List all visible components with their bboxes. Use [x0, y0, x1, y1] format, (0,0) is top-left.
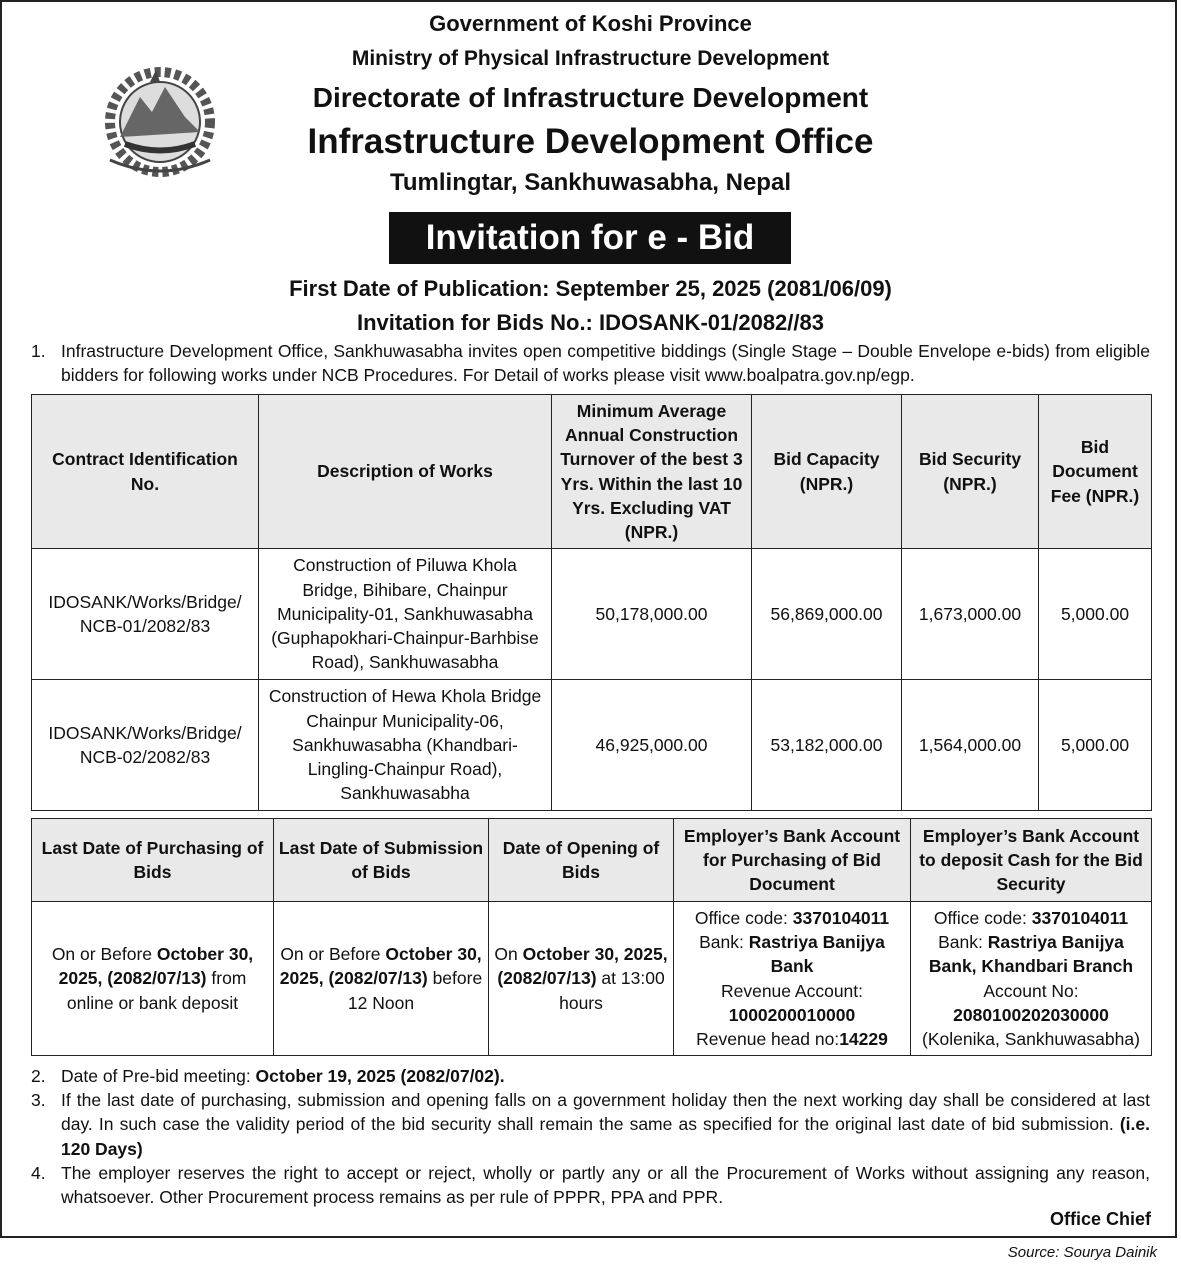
capacity-value: 56,869,000.00: [752, 549, 902, 680]
col-document-fee: Bid Document Fee (NPR.): [1039, 395, 1152, 549]
dates-header-row: [32, 819, 1152, 902]
note-number: 4.: [31, 1163, 46, 1183]
intro-number: 1.: [31, 341, 46, 361]
note-number: 3.: [31, 1090, 46, 1110]
turnover-value: 50,178,000.00: [552, 549, 752, 680]
table-row: [32, 902, 1152, 1056]
office-name: Infrastructure Development Office: [307, 122, 874, 161]
dates-table: [31, 818, 1152, 1056]
works-table: [31, 394, 1152, 811]
intro-paragraph: Infrastructure Development Office, Sankhuwasabha invites open competitive biddings (Single Stage – Double Envelope e-bids) from eligible bidders for following works under NCB Procedures. For Detail of works please visit www.boalpatra.gov.np/egp.: [61, 341, 1150, 386]
work-description: Construction of Hewa Khola Bridge Chainpur Municipality-06, Sankhuwasabha (Khandbari-Lingling-Chainpur Road), Sankhuwasabha: [259, 680, 552, 811]
notice-title: Invitation for e - Bid: [389, 212, 791, 264]
office-address: Tumlingtar, Sankhuwasabha, Nepal: [390, 169, 791, 196]
contract-id: IDOSANK/Works/Bridge/ NCB-02/2082/83: [32, 680, 259, 811]
work-description: Construction of Piluwa Khola Bridge, Bihibare, Chainpur Municipality-01, Sankhuwasabha (Guphapokhari-Chainpur-Barhbise Road), Sankhuwasabha: [259, 549, 552, 680]
note-holiday: If the last date of purchasing, submission and opening falls on a government holiday then the next working day shall be considered at last day. In such case the validity period of the bid security shall remain the same as specified for the original last date of bid submission. (i.e. 120 Days): [61, 1090, 1150, 1159]
ministry-name: Ministry of Physical Infrastructure Development: [351, 47, 830, 70]
col-description: Description of Works: [259, 395, 552, 549]
works-header-row: [32, 395, 1152, 549]
source-credit: Source: Sourya Dainik: [1007, 1244, 1157, 1261]
col-turnover: Minimum Average Annual Construction Turnover of the best 3 Yrs. Within the last 10 Yrs. Excluding VAT (NPR.): [552, 395, 752, 549]
security-value: 1,564,000.00: [902, 680, 1039, 811]
col-opening-date: Date of Opening of Bids: [489, 819, 674, 902]
signature: Office Chief: [1049, 1209, 1151, 1229]
col-contract-id: Contract Identification No.: [32, 395, 259, 549]
note-prebid: Date of Pre-bid meeting: October 19, 2025 (2082/07/02).: [61, 1066, 505, 1086]
fee-value: 5,000.00: [1039, 680, 1152, 811]
col-last-submission: Last Date of Submission of Bids: [274, 819, 489, 902]
security-account-details: Office code: 3370104011 Bank: Rastriya Banijya Bank, Khandbari Branch Account No: 2080100202030000 (Kolenika, Sankhuwasabha): [911, 902, 1152, 1056]
fee-value: 5,000.00: [1039, 549, 1152, 680]
security-value: 1,673,000.00: [902, 549, 1039, 680]
bid-number: Invitation for Bids No.: IDOSANK-01/2082//83: [357, 310, 824, 335]
col-last-purchase: Last Date of Purchasing of Bids: [32, 819, 274, 902]
purchase-deadline: On or Before October 30, 2025, (2082/07/13) from online or bank deposit: [32, 902, 274, 1056]
government-name: Government of Koshi Province: [429, 11, 752, 36]
col-bid-security: Bid Security (NPR.): [902, 395, 1039, 549]
capacity-value: 53,182,000.00: [752, 680, 902, 811]
col-security-account: Employer’s Bank Account to deposit Cash for the Bid Security: [911, 819, 1152, 902]
contract-id: IDOSANK/Works/Bridge/ NCB-01/2082/83: [32, 549, 259, 680]
turnover-value: 46,925,000.00: [552, 680, 752, 811]
col-bid-capacity: Bid Capacity (NPR.): [752, 395, 902, 549]
table-row: [32, 549, 1152, 680]
purchase-account-details: Office code: 3370104011 Bank: Rastriya Banijya Bank Revenue Account: 1000200010000 Revenue head no:14229: [674, 902, 911, 1056]
directorate-name: Directorate of Infrastructure Development: [312, 82, 869, 113]
table-row: [32, 680, 1152, 811]
submission-deadline: On or Before October 30, 2025, (2082/07/13) before 12 Noon: [274, 902, 489, 1056]
note-rights: The employer reserves the right to accept or reject, wholly or partly any or all the Procurement of Works without assigning any reason, whatsoever. Other Procurement process remains as per rule of PPPR, PPA and PPR.: [61, 1163, 1150, 1208]
col-purchase-account: Employer’s Bank Account for Purchasing of Bid Document: [674, 819, 911, 902]
note-number: 2.: [31, 1066, 46, 1086]
opening-date: On October 30, 2025, (2082/07/13) at 13:00 hours: [489, 902, 674, 1056]
publication-date: First Date of Publication: September 25, 2025 (2081/06/09): [289, 276, 892, 301]
